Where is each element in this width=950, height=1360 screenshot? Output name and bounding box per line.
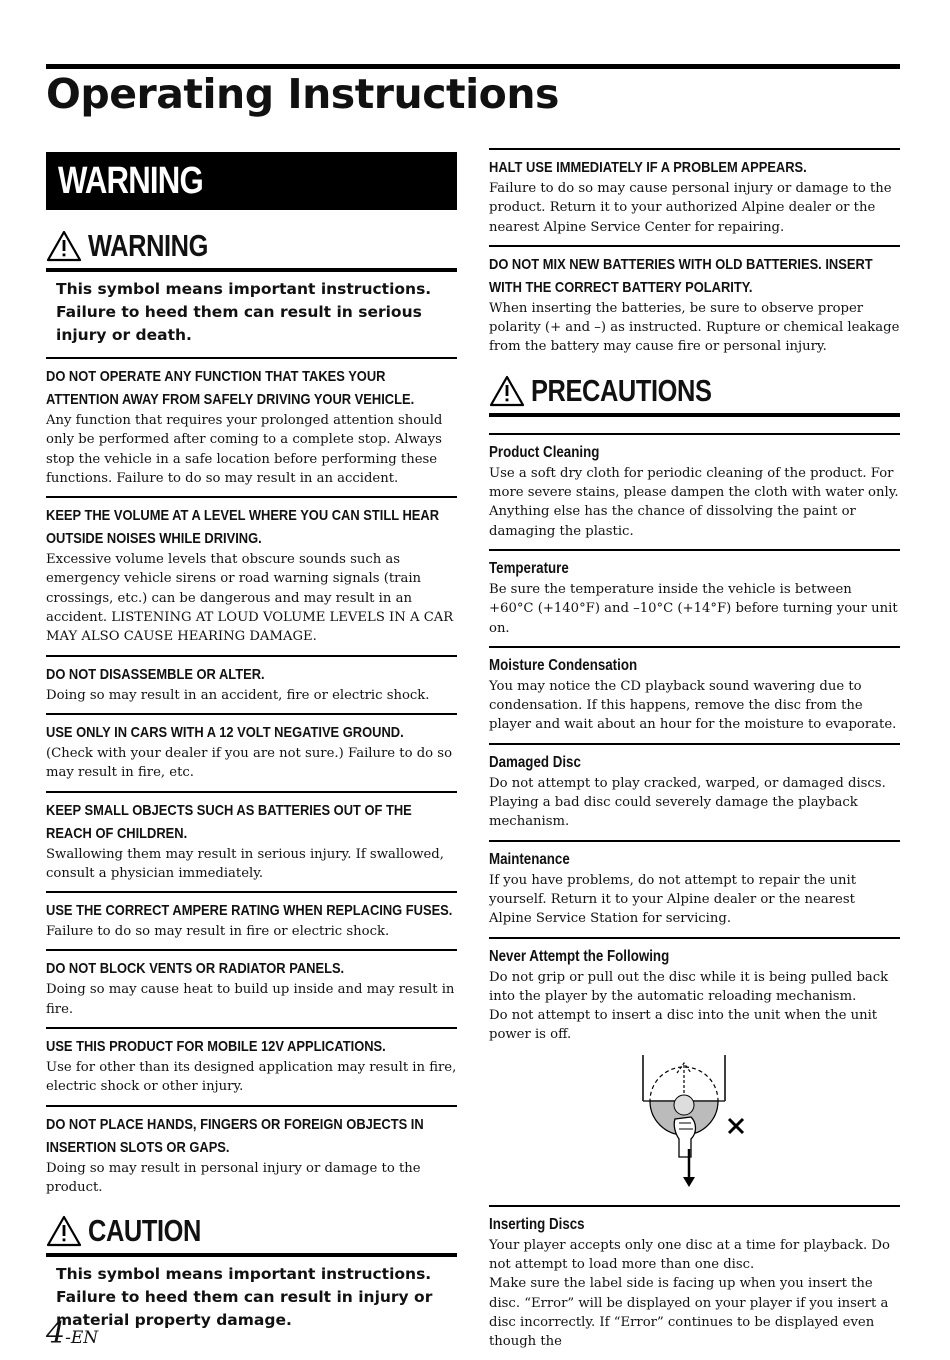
top-rule <box>46 64 900 69</box>
item-body-2: Make sure the label side is facing up when you insert the disc. “Error” will be displayed on your player if you insert a disc incorrectly. If “Error” continues to be displayed even though the <box>489 1276 889 1350</box>
warning-item <box>46 949 457 1027</box>
item-body: Failure to do so may result in fire or electric shock. <box>46 924 390 940</box>
item-body: Any function that requires your prolonged attention should only be performed after coming to a complete stop. Always stop the vehicle in a safe location before performing these functions. Failure to do so may result in an accident. <box>46 413 443 486</box>
item-heading: DO NOT OPERATE ANY FUNCTION THAT TAKES YOUR ATTENTION AWAY FROM SAFELY DRIVING YOUR VEHICLE. <box>46 368 415 408</box>
item-heading: Damaged Disc <box>489 753 581 771</box>
item-heading: USE ONLY IN CARS WITH A 12 VOLT NEGATIVE GROUND. <box>46 723 404 741</box>
item-body: Use for other than its designed application may result in fire, electric shock or other injury. <box>46 1060 457 1095</box>
left-column <box>46 152 457 1342</box>
precaution-item <box>489 937 900 1045</box>
warning-item <box>46 1027 457 1105</box>
page-number: 4 <box>46 1316 66 1351</box>
warning-description: This symbol means important instructions. Failure to heed them can result in serious injury or death. <box>56 280 432 344</box>
precautions-label: PRECAUTIONS <box>531 372 712 408</box>
item-heading: DO NOT DISASSEMBLE OR ALTER. <box>46 665 265 683</box>
item-heading: KEEP SMALL OBJECTS SUCH AS BATTERIES OUT OF THE REACH OF CHILDREN. <box>46 801 412 842</box>
item-heading: DO NOT BLOCK VENTS OR RADIATOR PANELS. <box>46 960 345 978</box>
item-body: Do not grip or pull out the disc while it is being pulled back into the player by the automatic reloading mechanism. <box>489 969 889 1004</box>
item-body: Doing so may cause heat to build up inside and may result in fire. <box>46 982 455 1017</box>
item-heading: KEEP THE VOLUME AT A LEVEL WHERE YOU CAN STILL HEAR OUTSIDE NOISES WHILE DRIVING. <box>46 507 440 548</box>
warning-label: WARNING <box>88 228 208 263</box>
item-heading: USE THE CORRECT AMPERE RATING WHEN REPLACING FUSES. <box>46 902 453 920</box>
warning-heading <box>46 224 457 272</box>
item-heading: Never Attempt the Following <box>489 947 670 965</box>
warning-item <box>46 791 457 892</box>
precaution-item <box>489 646 900 743</box>
caution-heading <box>46 1209 457 1257</box>
item-body: Doing so may result in an accident, fire or electric shock. <box>46 687 430 703</box>
warning-item <box>489 148 900 245</box>
warning-banner <box>46 152 457 210</box>
item-body: You may notice the CD playback sound wavering due to condensation. If this happens, remove the disc from the player and wait about an hour for the moisture to evaporate. <box>489 678 897 733</box>
item-heading: Temperature <box>489 559 569 577</box>
item-body: Doing so may result in personal injury or damage to the product. <box>46 1160 421 1195</box>
item-heading: Maintenance <box>489 850 570 868</box>
warning-item <box>46 496 457 654</box>
disc-illustration <box>489 1045 900 1205</box>
caution-label: CAUTION <box>88 1213 201 1249</box>
item-heading: USE THIS PRODUCT FOR MOBILE 12V APPLICATIONS. <box>46 1038 386 1056</box>
warning-triangle-icon <box>46 230 82 262</box>
precautions-heading <box>489 369 900 417</box>
page-suffix: -EN <box>65 1328 99 1348</box>
precaution-item <box>489 1205 900 1360</box>
precautions-triangle-icon <box>489 375 525 407</box>
warning-item <box>46 1105 457 1206</box>
caution-description: This symbol means important instructions. Failure to heed them can result in injury or material property damage. <box>56 1265 433 1330</box>
item-body: Swallowing them may result in serious injury. If swallowed, consult a physician immediately. <box>46 846 444 881</box>
disc-pull-prohibited-illustration <box>639 1053 759 1193</box>
page-footer <box>46 1316 98 1351</box>
item-heading: Inserting Discs <box>489 1215 585 1233</box>
item-heading: Moisture Condensation <box>489 656 638 674</box>
precaution-item <box>489 840 900 937</box>
item-body: Do not attempt to play cracked, warped, or damaged discs. Playing a bad disc could severely damage the playback mechanism. <box>489 775 886 830</box>
page-title: Operating Instructions <box>46 70 559 118</box>
right-column <box>489 148 900 1360</box>
warning-item <box>489 245 900 365</box>
precaution-item <box>489 433 900 549</box>
warning-banner-text: WARNING <box>58 160 203 202</box>
item-heading: DO NOT MIX NEW BATTERIES WITH OLD BATTERIES. INSERT WITH THE CORRECT BATTERY POLARITY. <box>489 255 873 296</box>
item-body: Failure to do so may cause personal injury or damage to the product. Return it to your authorized Alpine dealer or the nearest Alpine Service Center for repairing. <box>489 181 892 235</box>
item-body: When inserting the batteries, be sure to observe proper polarity (+ and –) as instructed. Rupture or chemical leakage from the battery may cause fire or personal injury. <box>489 300 900 355</box>
item-body: If you have problems, do not attempt to repair the unit yourself. Return it to your Alpine dealer or the nearest Alpine Service Station for servicing. <box>489 872 857 927</box>
precaution-item <box>489 743 900 840</box>
item-body: Be sure the temperature inside the vehicle is between +60°C (+140°F) and –10°C (+14°F) before turning your unit on. <box>489 581 898 636</box>
item-heading: HALT USE IMMEDIATELY IF A PROBLEM APPEARS. <box>489 159 807 176</box>
item-body: Excessive volume levels that obscure sounds such as emergency vehicle sirens or road warning signals (train crossings, etc.) can be dangerous and may result in an accident. LISTENING AT LOUD VOLUME LEVELS IN A CAR MAY ALSO CAUSE HEARING DAMAGE. <box>46 552 454 645</box>
item-body: (Check with your dealer if you are not sure.) Failure to do so may result in fire, etc. <box>46 745 453 781</box>
item-heading: DO NOT PLACE HANDS, FINGERS OR FOREIGN OBJECTS IN INSERTION SLOTS OR GAPS. <box>46 1115 424 1156</box>
precaution-item <box>489 549 900 646</box>
warning-item <box>46 655 457 713</box>
warning-item <box>46 891 457 949</box>
caution-triangle-icon <box>46 1215 82 1247</box>
warning-item <box>46 357 457 496</box>
item-body: Your player accepts only one disc at a time for playback. Do not attempt to load more than one disc. <box>489 1237 890 1273</box>
item-heading: Product Cleaning <box>489 443 600 461</box>
item-body-2: Do not attempt to insert a disc into the unit when the unit power is off. <box>489 1008 878 1043</box>
item-body: Use a soft dry cloth for periodic cleaning of the product. For more severe stains, please dampen the cloth with water only. Anything else has the chance of dissolving the paint or damaging the plastic. <box>489 465 899 539</box>
warning-item <box>46 713 457 791</box>
